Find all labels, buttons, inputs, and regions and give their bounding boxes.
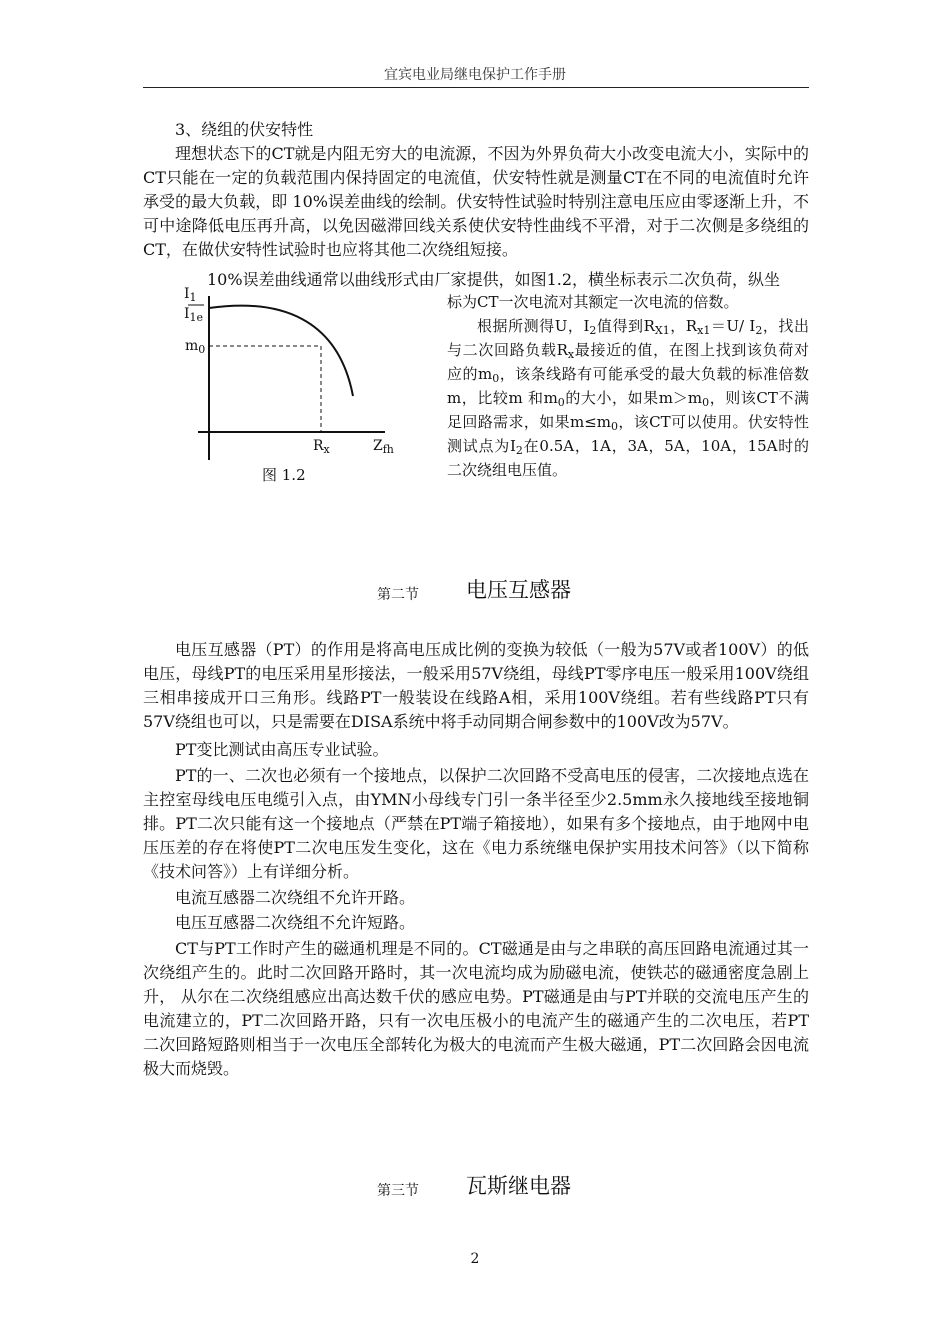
section-heading-2: [0, 570, 950, 610]
paragraph-pt-short: 电压互感器二次绕组不允许短路。: [175, 913, 416, 932]
header-divider: [143, 87, 809, 88]
y-label-numerator: $I_1$: [184, 286, 197, 304]
zfh-label: $Z_{fh}$: [373, 438, 394, 456]
y-label-denominator: $I_{1e}$: [184, 306, 204, 324]
section-title: 瓦斯继电器: [466, 1174, 571, 1198]
rx-label: $R_x$: [313, 438, 330, 456]
figure-side-text: [447, 290, 809, 482]
paragraph-volt-ampere: 理想状态下的CT就是内阻无穷大的电流源，不因为外界负荷大小改变电流大小，实际中的CT只能在一定的负载范围内保持固定的电流值，伏安特性就是测量CT在不同的电流值时允许承受的最大负载，即 10%误差曲线的绘制。伏安特性试验时特别注意电压应由零逐渐上升，不可中途降低电压再升高，以免因磁滞回线关系使伏安特性曲线不平滑，对于二次侧是多绕组的CT，在做伏安特性试验时也应将其他二次绕组短接。: [143, 144, 809, 259]
page-header-title: 宜宾电业局继电保护工作手册: [384, 67, 566, 83]
paragraph-pt-grounding: PT的一、二次也必须有一个接地点，以保护二次回路不受高电压的侵害，二次接地点选在主控室母线电压电缆引入点，由YMN小母线专门引一条半径至少2.5mm永久接地线至接地铜排。PT二次只能有这一个接地点（严禁在PT端子箱接地），如果有多个接地点，由于地网中电压压差的存在将使PT二次电压发生变化，这在《电力系统继电保护实用技术问答》（以下简称《技术问答》）上有详细分析。: [143, 766, 809, 881]
page-number: 2: [470, 1251, 480, 1267]
paragraph-ct-open: 电流互感器二次绕组不允许开路。: [175, 888, 416, 907]
paragraph-pt-function: 电压互感器（PT）的作用是将高电压成比例的变换为较低（一般为57V或者100V）的低电压，母线PT的电压采用星形接法，一般采用57V绕组，母线PT零序电压一般采用100V绕组三相串接成开口三角形。线路PT一般装设在线路A相，采用100V绕组。若有些线路PT只有57V绕组也可以，只是需要在DISA系统中将手动同期合闸参数中的100V改为57V。: [143, 640, 809, 731]
figure-caption: 图 1.2: [262, 466, 306, 484]
paragraph-measurement: 根据所测得U，$I_2$值得到$R_{X1}$，$R_{x1}=U/$ $I_2$，找出与二次回路负载$R_x$最接近的值，在图上找到该负荷对应的$m_0$，该条线路有可能承受的最大负载的标准倍数m，比较m 和$m_0$的大小，如果$m>m_0$，则该CT不满足回路需求，如果$m\le m_0$，该CT可以使用。伏安特性测试点为$I_2$在0.5A，1A，3A，5A，10A，15A时的二次绕组电压值。: [447, 317, 809, 479]
paragraph-error-curve: 10%误差曲线通常以曲线形式由厂家提供，如图1.2，横坐标表示二次负荷，纵坐: [207, 270, 781, 289]
paragraph-flux-mechanism: CT与PT工作时产生的磁通机理是不同的。CT磁通是由与之串联的高压回路电流通过其一次绕组产生的。此时二次回路开路时，其一次电流均成为励磁电流，使铁芯的磁通密度急剧上升， 从尔在二次绕组感应出高达数千伏的感应电势。PT磁通是由与PT并联的交流电压产生的电流建立的，PT二次回路开路，只有一次电压极小的电流产生的磁通产生的二次电压，若PT二次回路短路则相当于一次电压全部转化为极大的电流而产生极大磁通，PT二次回路会因电流极大而烧毁。: [143, 939, 809, 1078]
section-heading-3: [0, 1166, 950, 1206]
section-number: 第二节: [377, 587, 419, 603]
subsection-heading: 3、绕组的伏安特性: [175, 120, 314, 139]
error-curve-line: [209, 306, 353, 396]
error-curve-chart: [170, 288, 430, 488]
paragraph-ordinate: 标为CT一次电流对其额定一次电流的倍数。: [447, 293, 739, 311]
paragraph-pt-ratio: PT变比测试由高压专业试验。: [175, 740, 389, 759]
section-title: 电压互感器: [466, 578, 571, 602]
section-number: 第三节: [377, 1183, 419, 1199]
figure-error-curve: [170, 288, 430, 488]
m0-label: $m_0$: [185, 338, 206, 356]
